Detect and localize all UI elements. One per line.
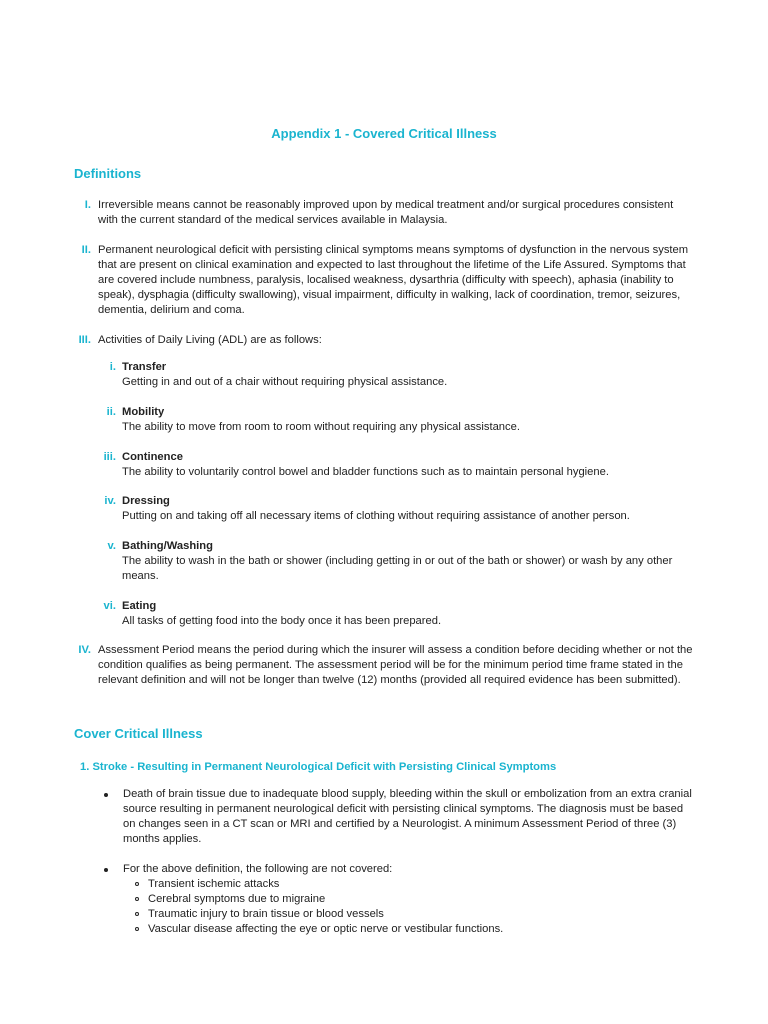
adl-number: v. xyxy=(107,540,116,552)
definition-text: Assessment Period means the period during which the insurer will assess a condition before deciding whether or not the condition qualifies as being permanent. The assessment period will be for the minimum period time frame stated in the relevant definition and will not be longer than twelve (12) months (provided all required evidence has been submitted). xyxy=(98,644,693,686)
adl-label: Continence xyxy=(122,451,183,463)
page-title: Appendix 1 - Covered Critical Illness xyxy=(271,126,497,141)
adl-description: All tasks of getting food into the body once it has been prepared. xyxy=(122,615,442,627)
adl-description: Getting in and out of a chair without requiring physical assistance. xyxy=(122,376,448,388)
stroke-item-title: 1. Stroke - Resulting in Permanent Neurological Deficit with Persisting Clinical Symptoms xyxy=(80,761,557,773)
definitions-heading: Definitions xyxy=(74,166,142,181)
adl-description: The ability to move from room to room without requiring any physical assistance. xyxy=(122,421,520,433)
adl-item-continence xyxy=(96,450,696,480)
definition-number: IV. xyxy=(78,644,91,656)
cover-critical-illness-heading: Cover Critical Illness xyxy=(74,726,203,741)
definition-number: III. xyxy=(78,334,91,346)
definition-item-3 xyxy=(74,333,694,348)
adl-item-dressing xyxy=(96,494,696,524)
adl-label: Eating xyxy=(122,600,157,612)
adl-number: ii. xyxy=(106,406,116,418)
adl-item-mobility xyxy=(96,405,696,435)
adl-label: Mobility xyxy=(122,406,165,418)
exclusion-item: Vascular disease affecting the eye or optic nerve or vestibular functions. xyxy=(123,922,694,937)
circle-bullet-icon xyxy=(135,897,139,901)
definition-item-1 xyxy=(74,198,694,228)
definition-text: Irreversible means cannot be reasonably improved upon by medical treatment and/or surgical procedures consistent with the current standard of the medical services available in Malaysia. xyxy=(98,199,674,226)
exclusion-item: Traumatic injury to brain tissue or blood vessels xyxy=(123,907,694,922)
adl-label: Bathing/Washing xyxy=(122,540,213,552)
definition-item-4 xyxy=(74,643,694,688)
adl-label: Transfer xyxy=(122,361,167,373)
adl-item-eating xyxy=(96,599,696,629)
circle-bullet-icon xyxy=(135,912,139,916)
stroke-definition-bullet xyxy=(104,787,694,847)
exclusions-list xyxy=(123,877,694,937)
adl-label: Dressing xyxy=(122,495,170,507)
definition-text: Activities of Daily Living (ADL) are as follows: xyxy=(98,334,322,346)
bullet-dot xyxy=(104,868,108,872)
definition-number: II. xyxy=(81,244,91,256)
bullet-dot xyxy=(104,793,108,797)
exclusion-item: Cerebral symptoms due to migraine xyxy=(123,892,694,907)
adl-description: The ability to voluntarily control bowel and bladder functions such as to maintain personal hygiene. xyxy=(122,466,609,478)
definition-text: Permanent neurological deficit with persisting clinical symptoms means symptoms of dysfunction in the nervous system that are present on clinical examination and expected to last throughout the lifetime of the Life Assured. Symptoms that are covered include numbness, paralysis, localised weakness, dysarthria (difficulty with speech), aphasia (inability to speak), dysphagia (difficulty swallowing), visual impairment, difficulty in walking, lack of coordination, tremor, seizures, dementia, delirium and coma. xyxy=(98,244,689,316)
stroke-exclusions-bullet xyxy=(104,862,694,937)
adl-number: vi. xyxy=(103,600,116,612)
exclusion-item: Transient ischemic attacks xyxy=(123,877,694,892)
adl-item-transfer xyxy=(96,360,696,390)
stroke-exclusions-intro: For the above definition, the following are not covered: xyxy=(123,863,393,875)
adl-number: iii. xyxy=(103,451,116,463)
adl-description: The ability to wash in the bath or shower (including getting in or out of the bath or shower) or wash by any other means. xyxy=(122,555,673,582)
definition-number: I. xyxy=(84,199,91,211)
circle-bullet-icon xyxy=(135,927,139,931)
adl-description: Putting on and taking off all necessary items of clothing without requiring assistance of another person. xyxy=(122,510,630,522)
adl-number: i. xyxy=(109,361,116,373)
adl-item-bathing-washing xyxy=(96,539,696,584)
definition-item-2 xyxy=(74,243,694,318)
stroke-definition-text: Death of brain tissue due to inadequate blood supply, bleeding within the skull or embolization from an extra cranial source resulting in permanent neurological deficit with persisting clinical symptoms. The diagnosis must be based on changes seen in a CT scan or MRI and certified by a Neurologist. A minimum Assessment Period of three (3) months applies. xyxy=(123,788,692,845)
circle-bullet-icon xyxy=(135,882,139,886)
adl-number: iv. xyxy=(104,495,116,507)
